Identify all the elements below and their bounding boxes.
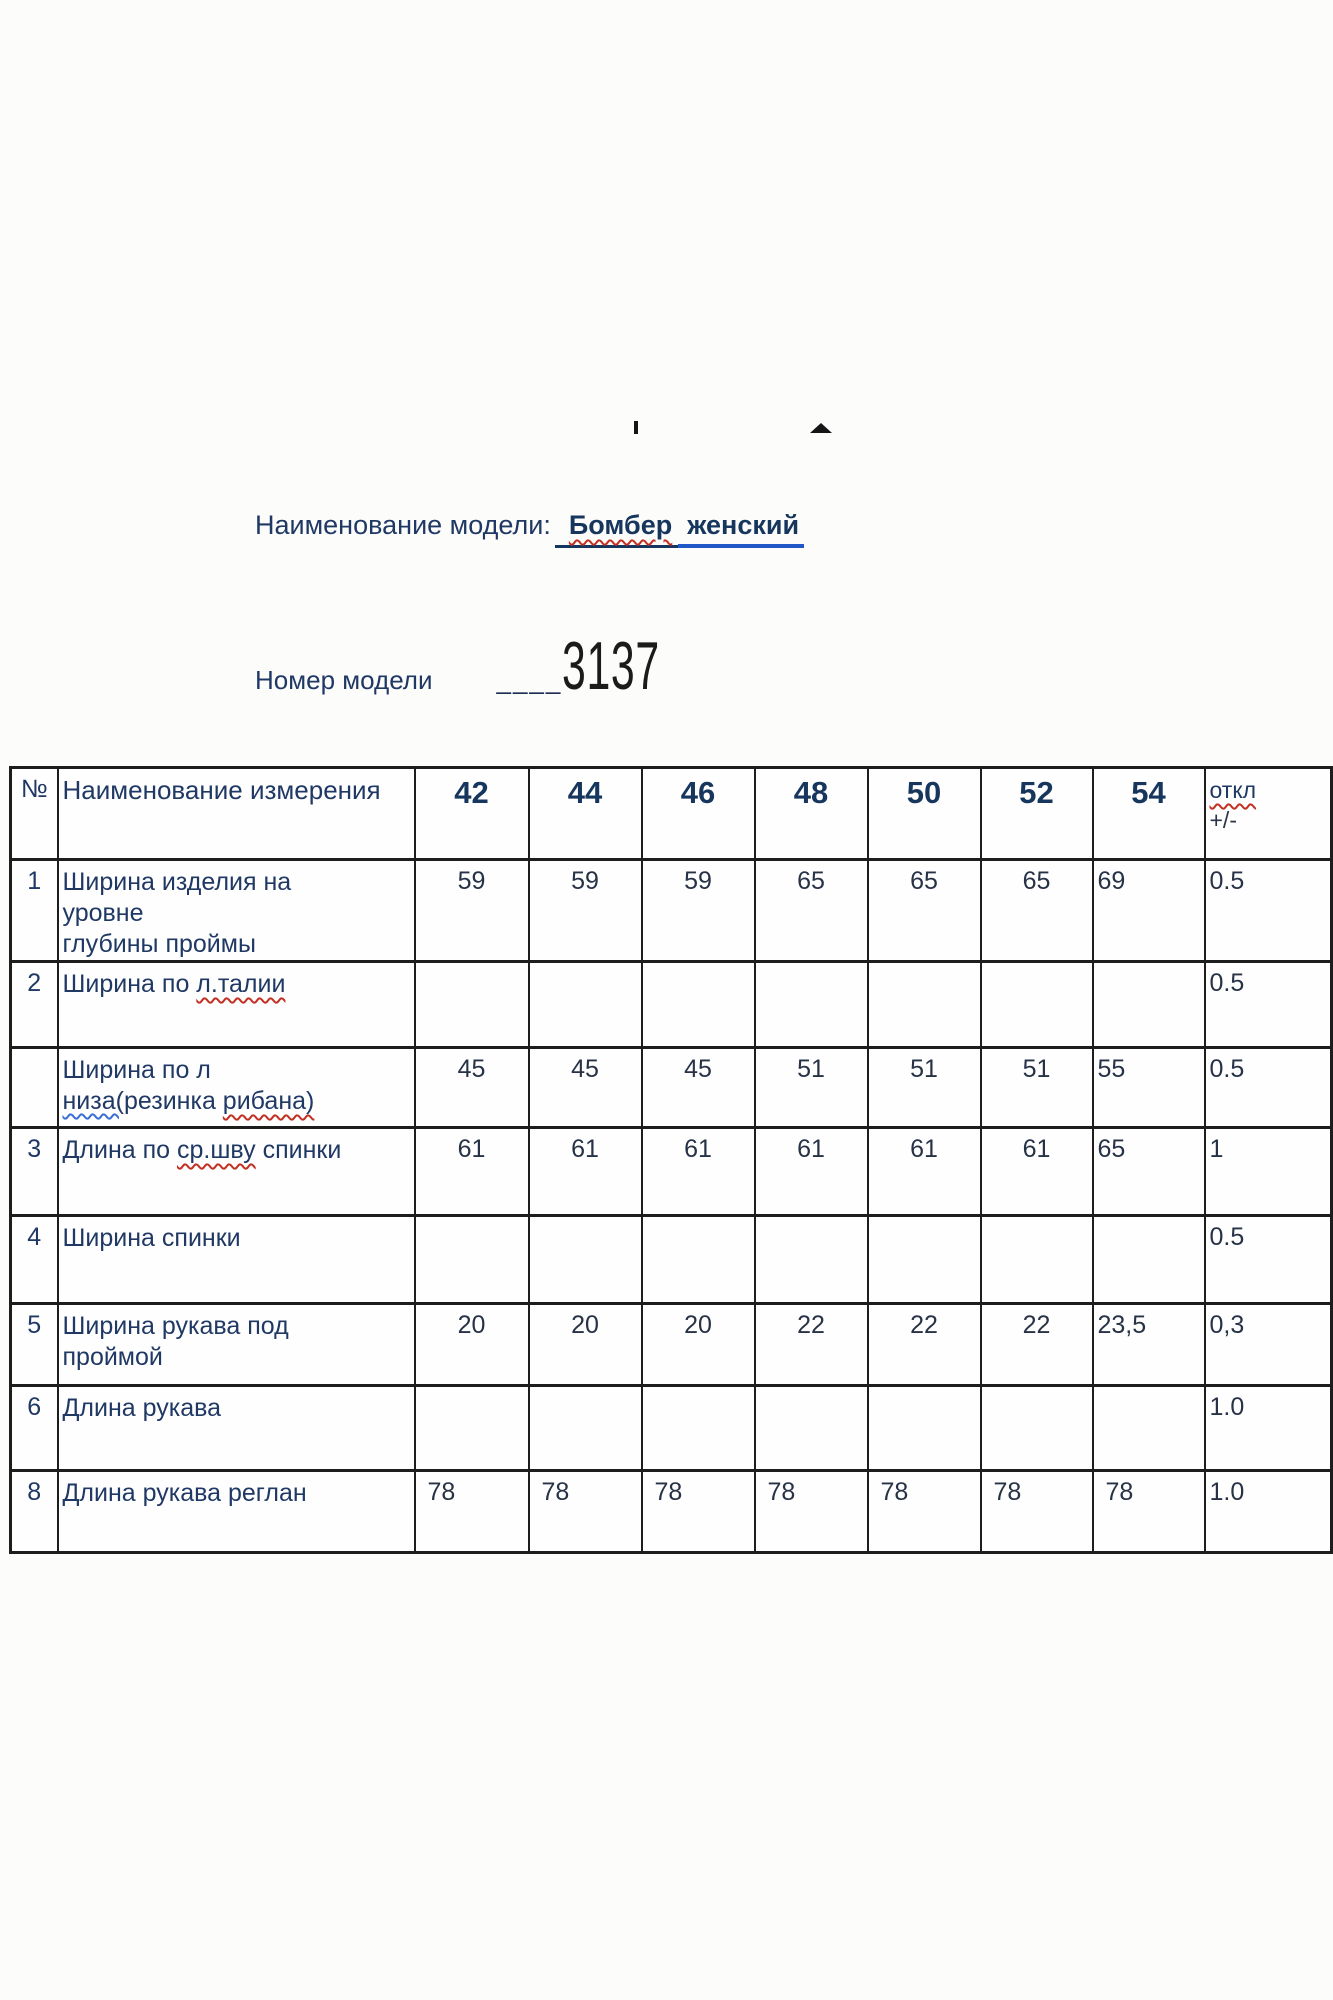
measurements-table	[9, 766, 1333, 1554]
row-number: 6	[11, 1386, 58, 1471]
value-cell: 78	[642, 1471, 755, 1553]
tolerance-label: откл	[1209, 777, 1257, 803]
measurement-label: Ширина спинки	[58, 1216, 415, 1304]
value-cell: 61	[868, 1128, 981, 1216]
model-name-label: Наименование модели:	[255, 510, 551, 540]
value-cell	[415, 1386, 529, 1471]
value-cell	[642, 1216, 755, 1304]
value-cell: 78	[415, 1471, 529, 1553]
value-cell: 61	[981, 1128, 1093, 1216]
value-cell: 20	[529, 1304, 642, 1386]
row-number: 8	[11, 1471, 58, 1553]
tolerance-cell: 1.0	[1205, 1471, 1332, 1553]
row-number: 4	[11, 1216, 58, 1304]
value-cell: 59	[415, 860, 529, 962]
row-number: 2	[11, 962, 58, 1048]
table-row	[11, 1386, 1332, 1471]
measurement-label: Ширина по л низа(резинка рибана)	[58, 1048, 415, 1128]
value-cell	[981, 1216, 1093, 1304]
value-cell	[868, 1216, 981, 1304]
tolerance-cell: 0.5	[1205, 1048, 1332, 1128]
table-header-row	[11, 768, 1332, 860]
value-cell	[868, 962, 981, 1048]
value-cell	[529, 1216, 642, 1304]
value-cell	[1093, 1386, 1205, 1471]
value-cell: 45	[415, 1048, 529, 1128]
value-cell: 61	[755, 1128, 868, 1216]
value-cell: 65	[1093, 1128, 1205, 1216]
model-number-line	[255, 627, 718, 705]
table-row	[11, 1128, 1332, 1216]
tolerance-cell: 1.0	[1205, 1386, 1332, 1471]
tolerance-cell: 0,3	[1205, 1304, 1332, 1386]
value-cell	[755, 962, 868, 1048]
header-size-46: 46	[642, 768, 755, 860]
header-size-42: 42	[415, 768, 529, 860]
value-cell: 69	[1093, 860, 1205, 962]
value-cell: 78	[529, 1471, 642, 1553]
table-row	[11, 860, 1332, 962]
value-cell: 51	[981, 1048, 1093, 1128]
tolerance-cell: 0.5	[1205, 962, 1332, 1048]
value-cell: 65	[868, 860, 981, 962]
header-size-52: 52	[981, 768, 1093, 860]
table-row	[11, 1216, 1332, 1304]
measurement-label: Длина по ср.шву спинки	[58, 1128, 415, 1216]
model-name-line	[255, 510, 804, 548]
value-cell	[755, 1216, 868, 1304]
value-cell: 20	[415, 1304, 529, 1386]
value-cell: 61	[642, 1128, 755, 1216]
value-cell: 78	[981, 1471, 1093, 1553]
value-cell	[529, 1386, 642, 1471]
tolerance-cell: 0.5	[1205, 1216, 1332, 1304]
model-name-word1: Бомбер	[568, 510, 673, 540]
measurement-label: Ширина по л.талии	[58, 962, 415, 1048]
tolerance-cell: 0.5	[1205, 860, 1332, 962]
table-row	[11, 962, 1332, 1048]
value-cell: 23,5	[1093, 1304, 1205, 1386]
value-cell	[1093, 962, 1205, 1048]
table-row	[11, 1471, 1332, 1553]
value-cell	[415, 962, 529, 1048]
value-cell	[415, 1216, 529, 1304]
header-measurement-column: Наименование измерения	[58, 768, 415, 860]
value-cell	[642, 1386, 755, 1471]
cropped-text-fragment-bar	[634, 421, 638, 434]
value-cell: 45	[529, 1048, 642, 1128]
cropped-text-fragment-triangle	[810, 423, 832, 433]
value-cell	[755, 1386, 868, 1471]
header-size-50: 50	[868, 768, 981, 860]
table-row	[11, 1048, 1332, 1128]
value-cell: 65	[981, 860, 1093, 962]
header-size-48: 48	[755, 768, 868, 860]
value-cell: 51	[755, 1048, 868, 1128]
value-cell: 59	[529, 860, 642, 962]
row-number: 1	[11, 860, 58, 962]
value-cell: 78	[868, 1471, 981, 1553]
model-name-underlined-segment	[555, 510, 678, 548]
measurement-label: Ширина рукава под проймой	[58, 1304, 415, 1386]
value-cell: 78	[755, 1471, 868, 1553]
value-cell	[1093, 1216, 1205, 1304]
value-cell: 55	[1093, 1048, 1205, 1128]
value-cell	[868, 1386, 981, 1471]
header-tolerance-column	[1205, 768, 1332, 860]
value-cell	[981, 962, 1093, 1048]
value-cell: 45	[642, 1048, 755, 1128]
row-number: 5	[11, 1304, 58, 1386]
value-cell: 65	[755, 860, 868, 962]
tolerance-cell: 1	[1205, 1128, 1332, 1216]
measurement-label: Длина рукава реглан	[58, 1471, 415, 1553]
value-cell: 22	[755, 1304, 868, 1386]
table-row	[11, 1304, 1332, 1386]
header-number-column: №	[11, 768, 58, 860]
value-cell: 61	[529, 1128, 642, 1216]
value-cell: 22	[868, 1304, 981, 1386]
value-cell: 20	[642, 1304, 755, 1386]
value-cell	[529, 962, 642, 1048]
value-cell: 22	[981, 1304, 1093, 1386]
value-cell	[642, 962, 755, 1048]
row-number	[11, 1048, 58, 1128]
value-cell: 61	[415, 1128, 529, 1216]
model-number-blank: ____	[496, 665, 563, 695]
header-size-54: 54	[1093, 768, 1205, 860]
header-size-44: 44	[529, 768, 642, 860]
value-cell	[981, 1386, 1093, 1471]
measurement-label: Длина рукава	[58, 1386, 415, 1471]
model-number-value: 3137	[562, 628, 661, 704]
tolerance-sign: +/-	[1209, 807, 1237, 833]
measurement-label: Ширина изделия на уровне глубины проймы	[58, 860, 415, 962]
row-number: 3	[11, 1128, 58, 1216]
value-cell: 59	[642, 860, 755, 962]
model-name-word2: женский	[678, 510, 804, 548]
model-number-label: Номер модели	[255, 665, 433, 695]
value-cell: 51	[868, 1048, 981, 1128]
value-cell: 78	[1093, 1471, 1205, 1553]
